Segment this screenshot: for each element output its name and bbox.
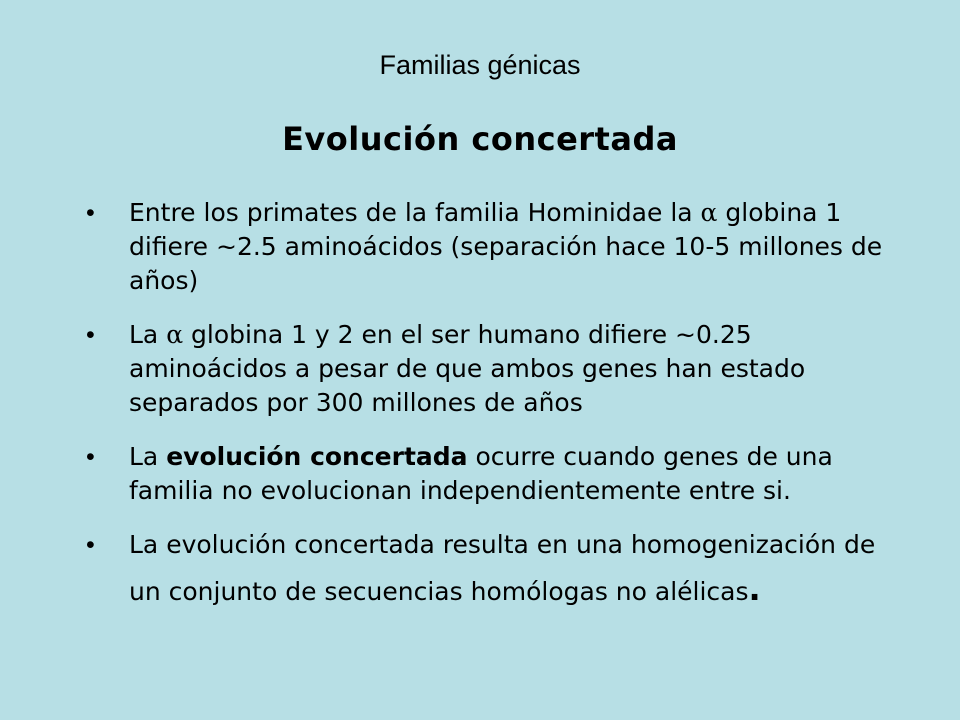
bullet-4-line2: homólogas no alélicas bbox=[470, 577, 749, 606]
bullet-3-suffix: ocurre cuando genes de una familia no evolucionan independientemente entre si. bbox=[129, 442, 833, 505]
bullet-2-prefix: La bbox=[129, 320, 159, 349]
bullet-item-2 bbox=[86, 318, 896, 420]
slide-header: Familias génicas bbox=[379, 50, 581, 80]
bullet-item-3 bbox=[86, 440, 896, 508]
bullet-3-bold-term: evolución concertada bbox=[166, 442, 468, 471]
bullet-4-line1: La evolución concertada resulta en una homogenización de un conjunto de secuencias bbox=[129, 530, 876, 606]
bullet-1-suffix: globina 1 difiere ~2.5 aminoácidos (separación hace 10-5 millones de años) bbox=[129, 198, 883, 295]
alpha-symbol: α bbox=[166, 320, 184, 349]
bullet-4-line2-wrap bbox=[471, 572, 761, 609]
bullet-marker: • bbox=[86, 443, 95, 471]
bullet-1-prefix: Entre los primates de la familia Hominidae la bbox=[129, 198, 693, 227]
bullet-item-1 bbox=[86, 196, 896, 298]
alpha-symbol: α bbox=[700, 198, 718, 227]
bullet-4-period: . bbox=[748, 570, 761, 608]
bullet-3-prefix: La bbox=[129, 442, 159, 471]
bullet-marker: • bbox=[86, 199, 95, 227]
bullet-marker: • bbox=[86, 321, 95, 349]
bullet-list bbox=[86, 196, 896, 629]
bullet-2-suffix: globina 1 y 2 en el ser humano difiere ~0.25 aminoácidos a pesar de que ambos genes han estado separados por 300 millones de años bbox=[129, 320, 806, 417]
slide-title: Evolución concertada bbox=[282, 120, 678, 158]
bullet-item-4 bbox=[86, 528, 896, 609]
bullet-marker: • bbox=[86, 531, 95, 559]
